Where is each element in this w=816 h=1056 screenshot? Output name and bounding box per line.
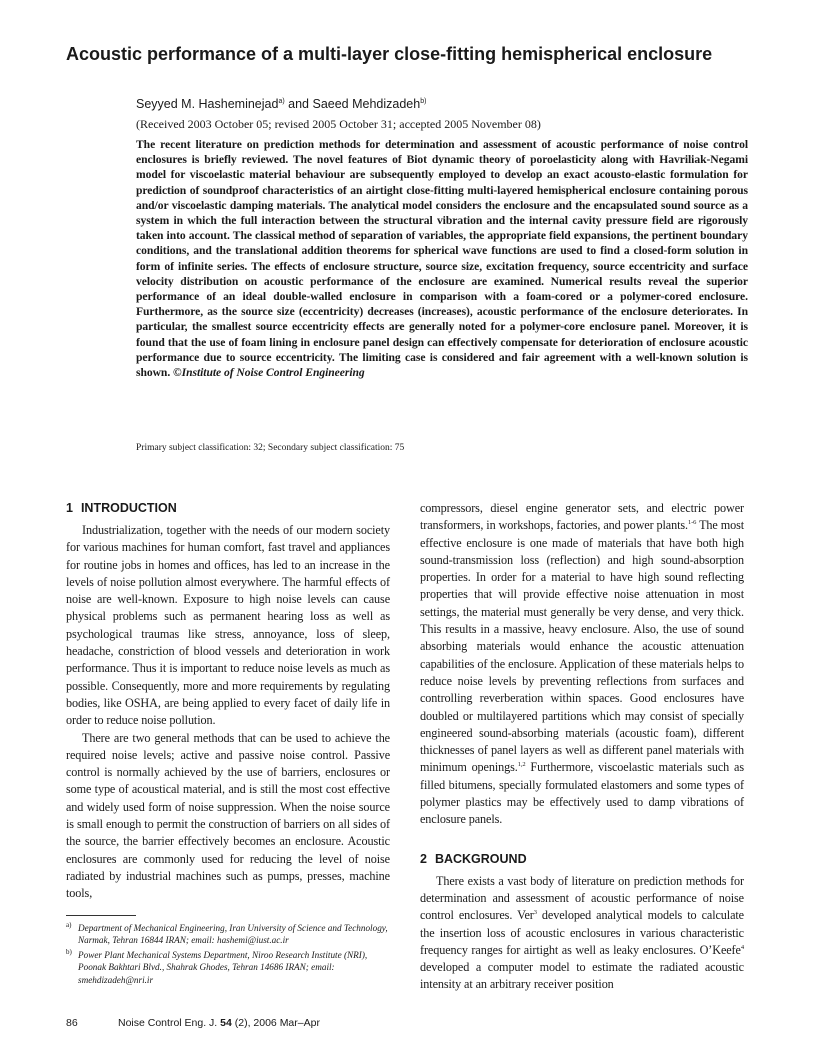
- paragraph-text: Furthermore, viscoelastic materials such as filled bitumens, specially formulated elastomers and some types of polymer plastics may be effectively used to damp vibrations of enclosure panels.: [420, 760, 744, 827]
- footnote-mark: b): [66, 947, 72, 956]
- paragraph-text: The most effective enclosure is one made of materials that have both high sound-transmission loss (reflection) and high sound-absorption properties. In order for a material to have high sound reflecting properties that will provide effective noise attenuation in most settings, the material must generally be very dense, and very thick. This results in a massive, heavy enclosure. Also, the use of sound absorbing materials would enhance the acoustic attenuation capabilities of the enclosure. Application of these materials helps to reduce noise levels by preventing reflections from surfaces and controlling reverberation within spaces. Good enclosures have doubled or multilayered partitions which may consist of specially engineered sound-absorbing materials (acoustic foam), different thicknesses of panel layers as well as different panel materials with minimum openings.: [420, 518, 744, 775]
- citation-ref: 3: [533, 909, 537, 917]
- citation-ref: 4: [740, 943, 744, 951]
- right-column: [420, 500, 744, 994]
- affiliation-mark: a): [278, 98, 285, 105]
- footnote-rule: [66, 915, 136, 916]
- paragraph-text: developed a computer model to estimate the radiated acoustic intensity at an arbitrary receiver position: [420, 960, 744, 992]
- section-heading-introduction: [66, 500, 390, 516]
- section-number: 1: [66, 501, 73, 515]
- author-name: Seyyed M. Hasheminejad: [136, 97, 279, 112]
- footnote: [66, 949, 390, 986]
- paper-title: Acoustic performance of a multi-layer close-fitting hemispherical enclosure: [66, 44, 713, 64]
- paragraph-text: developed analytical models to calculate the insertion loss of acoustic enclosures in various characteristic frequency ranges for airtight as well as leaky enclosures. O’Keefe: [420, 908, 744, 957]
- footnote-mark: a): [66, 921, 72, 929]
- abstract-text: The recent literature on prediction methods for determination and assessment of acoustic performance of noise control enclosures is briefly reviewed. The novel features of Biot dynamic theory of poroelasticity along with Havriliak-Negami model for viscoelastic material behaviour are subsequently employed to develop an exact acousto-elastic formulation for prediction of soundproof characteristics of an airtight close-fitting multi-layered hemispherical enclosure containing porous and/or viscoelastic damping materials. The analytical model considers the enclosure and the encapsulated sound source as a system in which the full interaction between the structural vibration and the internal cavity pressure field are rigorously taken into account. The classical method of separation of variables, the appropriate field expansions, the pertinent boundary conditions, and the translational addition theorems for spherical wave functions are used to find a closed-form solution in form of infinite series. The effects of enclosure structure, source size, excitation frequency, source eccentricity and surface velocity distribution on acoustic performance of the enclosure are examined. Numerical results reveal the superior performance of an ideal double-walled enclosure in comparison with a foam-cored or a polymer-cored enclosure. Furthermore, as the source size (eccentricity) decreases (increases), acoustic performance of the enclosure deteriorates. In particular, the smallest source eccentricity effects are generally noted for a polymer-core enclosure panel. Moreover, it is found that the use of foam lining in enclosure panel design can effectively compensate for deterioration of enclosure acoustic performance due to source eccentricity. The limiting case is considered and fair agreement with a well-known solution is shown.: [136, 138, 748, 380]
- page-footer: [66, 1017, 320, 1030]
- subject-classification: Primary subject classification: 32; Secondary subject classification: 75: [136, 443, 405, 453]
- citation-ref: 1-6: [687, 519, 697, 527]
- received-dates: (Received 2003 October 05; revised 2005 October 31; accepted 2005 November 08): [136, 117, 541, 131]
- citation-ref: 1,2: [517, 761, 526, 769]
- background-section: [420, 851, 744, 994]
- left-column: [66, 500, 390, 903]
- intro-paragraph-2-continued: [420, 500, 744, 829]
- journal-issue: (2), 2006 Mar–Apr: [231, 1017, 320, 1029]
- abstract-copyright: ©Institute of Noise Control Engineering: [173, 366, 365, 380]
- journal-name: Noise Control Eng. J.: [118, 1017, 221, 1029]
- author-conjunction: and: [284, 97, 313, 112]
- footnote: [66, 922, 390, 947]
- page-number: 86: [66, 1017, 78, 1029]
- section-title: BACKGROUND: [434, 851, 527, 866]
- intro-paragraph-1: Industrialization, together with the needs of our modern society for various machines for human comfort, fast travel and appliances for routine jobs in homes and offices, has led to an increase in the levels of noise pollution almost everywhere. The harmful effects of noise are well-known. Exposure to high noise levels can cause physical problems such as permanent hearing loss as well as psychological traumas like stress, annoyance, loss of sleep, headache, constriction of blood vessels and deterioration in work performance. Thus it is important to reduce noise levels as much as possible. Consequently, more and more requirements by regulating bodies, like OSHA, are being applied to every facet of daily life in order to reduce noise pollution.: [66, 523, 390, 728]
- paragraph-text: compressors, diesel engine generator sets, and electric power transformers, in workshops, factories, and power plants.: [420, 501, 744, 533]
- background-paragraph-1: [420, 873, 744, 994]
- journal-volume: 54: [220, 1017, 232, 1029]
- author-name: Saeed Mehdizadeh: [312, 97, 421, 112]
- footnote-text: Department of Mechanical Engineering, Iran University of Science and Technology, Narmak, Tehran 16844 IRAN; email: hashemi@iust.ac.ir: [78, 923, 388, 946]
- footnotes: [66, 922, 390, 988]
- paragraph-text: There exists a vast body of literature on prediction methods for determination and assessment of acoustic performance of noise control enclosures. Ver: [420, 873, 744, 923]
- affiliation-mark: b): [420, 98, 427, 105]
- intro-paragraph-2: There are two general methods that can be used to achieve the required noise levels; active and passive noise control. Passive control is normally achieved by the use of barriers, enclosures or some type of acoustical material, and is still the most cost effective and widely used form of noise suppression. When the noise source is small enough to permit the construction of barriers on all sides of the source, the barrier effectively becomes an enclosure. Acoustic enclosures are commonly used for reducing the level of noise radiated by industrial machines such as pumps, presses, machine tools,: [66, 730, 390, 901]
- section-number: 2: [420, 851, 427, 866]
- footnote-text: Power Plant Mechanical Systems Department, Niroo Research Institute (NRI), Poonak Bakhtari Blvd., Shahrak Ghodes, Tehran 14686 IRAN; email: smehdizadeh@nri.ir: [78, 949, 368, 985]
- author-line: [136, 94, 426, 112]
- section-heading-background: [420, 851, 744, 867]
- abstract: [136, 137, 748, 380]
- section-title: INTRODUCTION: [80, 501, 177, 515]
